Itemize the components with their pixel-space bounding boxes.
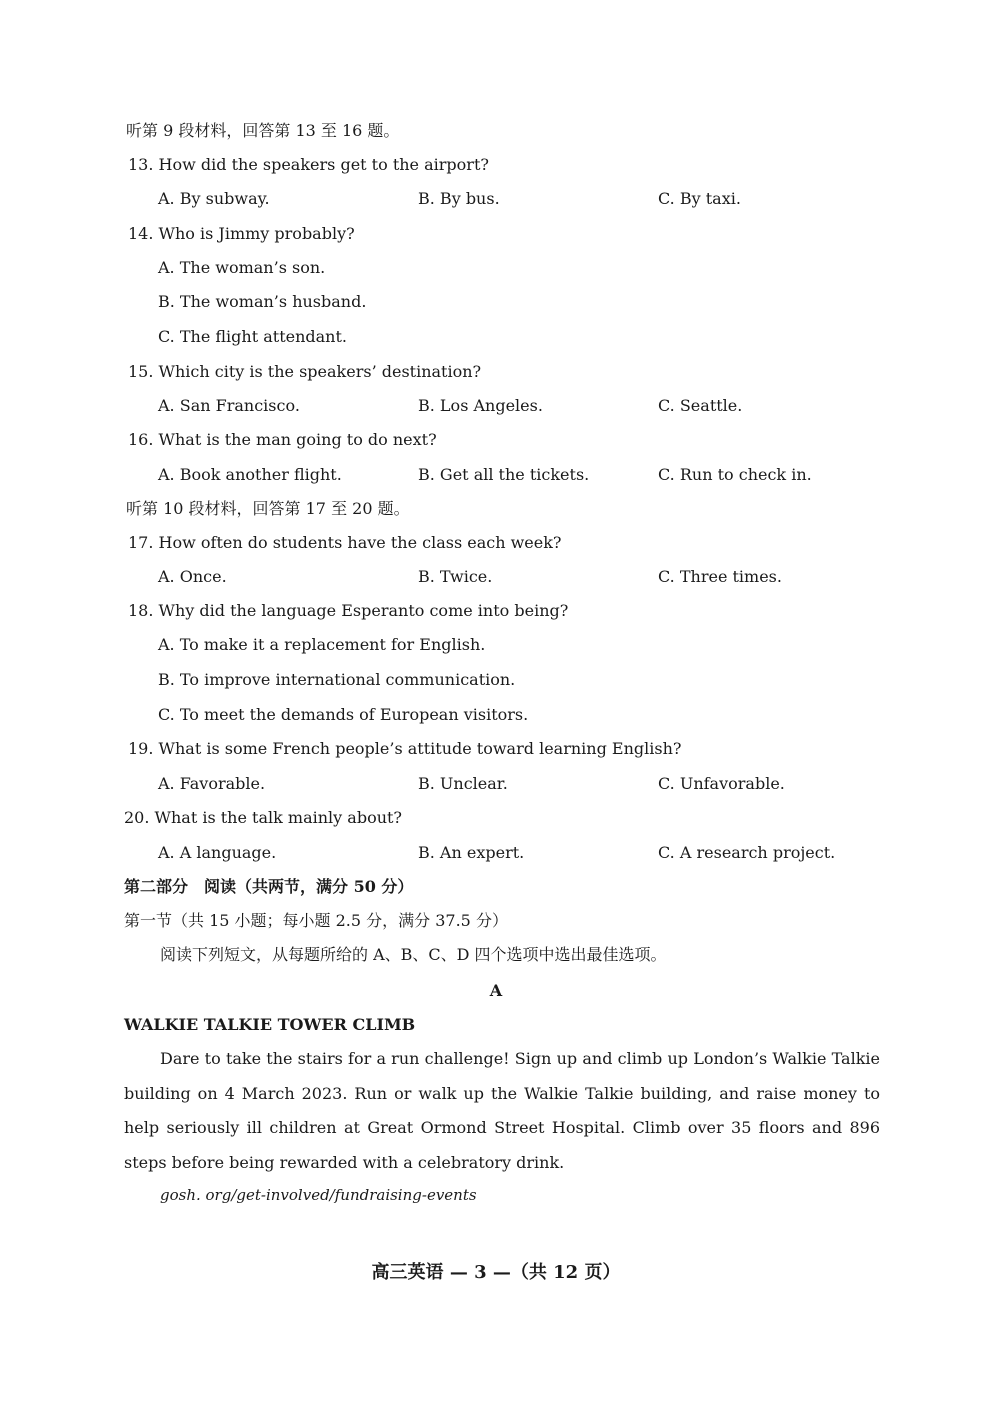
question-15-options — [0, 389, 992, 423]
question-13-options — [0, 182, 992, 216]
option-a: A. Once. — [158, 567, 227, 586]
option-b: B. Twice. — [418, 567, 493, 586]
question-19: 19. What is some French people’s attitude toward learning English? — [128, 739, 682, 758]
option-a: A. Book another flight. — [158, 465, 342, 484]
question-14-option-b: B. The woman’s husband. — [158, 292, 367, 311]
option-a: A. Favorable. — [158, 774, 266, 793]
option-a: A. A language. — [158, 843, 277, 862]
section-10-heading: 听第 10 段材料，回答第 17 至 20 题。 — [126, 499, 410, 518]
option-c: C. Run to check in. — [658, 465, 812, 484]
question-14-option-a: A. The woman’s son. — [158, 258, 326, 277]
reading-instruction: 阅读下列短文，从每题所给的 A、B、C、D 四个选项中选出最佳选项。 — [160, 945, 667, 964]
option-c: C. Three times. — [658, 567, 782, 586]
question-18-option-b: B. To improve international communication. — [158, 670, 516, 689]
passage-label: A — [489, 981, 503, 1000]
question-17: 17. How often do students have the class each week? — [128, 533, 562, 552]
question-18-option-c: C. To meet the demands of European visitors. — [158, 705, 529, 724]
section-9-heading: 听第 9 段材料，回答第 13 至 16 题。 — [126, 121, 400, 140]
part-two-heading: 第二部分 阅读（共两节，满分 50 分） — [124, 877, 414, 896]
page-footer: 高三英语 — 3 —（共 12 页） — [371, 1262, 621, 1283]
passage-title: WALKIE TALKIE TOWER CLIMB — [124, 1015, 416, 1034]
option-c: C. Unfavorable. — [658, 774, 785, 793]
question-18: 18. Why did the language Esperanto come into being? — [128, 601, 569, 620]
question-20: 20. What is the talk mainly about? — [124, 808, 403, 827]
question-20-options — [0, 836, 992, 870]
section-one-heading: 第一节（共 15 小题；每小题 2.5 分，满分 37.5 分） — [124, 911, 508, 930]
option-a: A. San Francisco. — [158, 396, 300, 415]
question-14-option-c: C. The flight attendant. — [158, 327, 347, 346]
option-c: C. A research project. — [658, 843, 836, 862]
option-b: B. An expert. — [418, 843, 525, 862]
option-c: C. Seattle. — [658, 396, 743, 415]
question-16-options — [0, 458, 992, 492]
source-url: gosh. org/get-involved/fundraising-events — [160, 1186, 477, 1204]
option-a: A. By subway. — [158, 189, 270, 208]
question-16: 16. What is the man going to do next? — [128, 430, 437, 449]
question-17-options — [0, 560, 992, 594]
option-b: B. Los Angeles. — [418, 396, 543, 415]
question-18-option-a: A. To make it a replacement for English. — [158, 635, 486, 654]
option-c: C. By taxi. — [658, 189, 741, 208]
question-14: 14. Who is Jimmy probably? — [128, 224, 355, 243]
option-b: B. Unclear. — [418, 774, 508, 793]
option-b: B. By bus. — [418, 189, 500, 208]
passage-body: Dare to take the stairs for a run challenge! Sign up and climb up London’s Walkie Talkie building on 4 March 2023. Run or walk up the Walkie Talkie building, and raise money to help seriously ill children at Great Ormond Street Hospital. Climb over 35 floors and 896 steps before being rewarded with a celebratory drink. — [124, 1049, 880, 1172]
question-13: 13. How did the speakers get to the airport? — [128, 155, 489, 174]
option-b: B. Get all the tickets. — [418, 465, 590, 484]
question-15: 15. Which city is the speakers’ destination? — [128, 362, 482, 381]
question-19-options — [0, 767, 992, 801]
